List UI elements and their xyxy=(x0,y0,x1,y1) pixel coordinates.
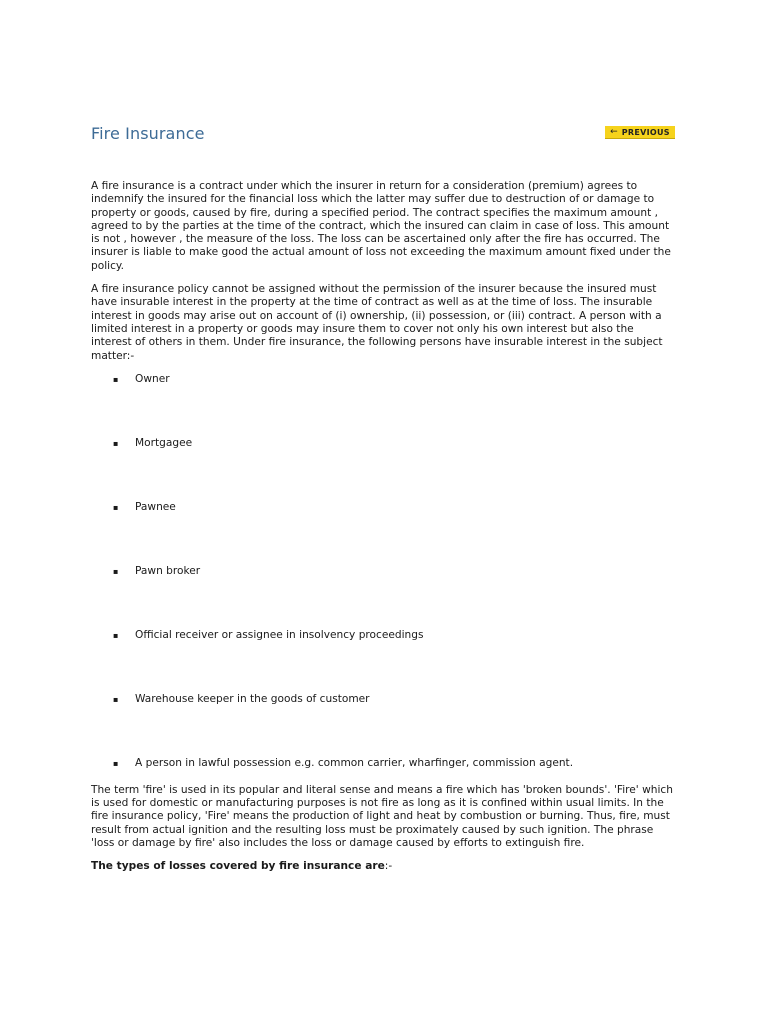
list-item xyxy=(91,437,677,450)
intro-paragraph: A fire insurance is a contract under which the insurer in return for a consideration (premium) agrees to indemnify the insured for the financial loss which the latter may suffer due to destruction of or damage to property or goods, caused by fire, during a specified period. The contract specifies the maximum amount , agreed to by the parties at the time of the contract, which the insured can claim in case of loss. This amount is not , however , the measure of the loss. The loss can be ascertained only after the fire has occurred. The insurer is liable to make good the actual amount of loss not exceeding the maximum amount fixed under the policy. xyxy=(91,180,671,272)
bullet-icon: ▪ xyxy=(113,566,119,576)
previous-button-label: PREVIOUS xyxy=(621,127,670,137)
bullet-icon: ▪ xyxy=(113,694,119,704)
list-item-text: Mortgagee xyxy=(135,436,193,449)
list-item xyxy=(91,373,677,386)
list-item xyxy=(91,693,677,706)
list-item xyxy=(91,565,677,578)
fire-definition-paragraph: The term 'fire' is used in its popular and literal sense and means a fire which has 'broken bounds'. 'Fire' which is used for domestic or manufacturing purposes is not fire as long as it is confined within usual limits. In the fire insurance policy, 'Fire' means the production of light and heat by combustion or burning. Thus, fire, must result from actual ignition and the resulting loss must be proximately caused by such ignition. The phrase 'loss or damage by fire' also includes the loss or damage caused by efforts to extinguish fire. xyxy=(91,783,673,850)
bullet-icon: ▪ xyxy=(113,630,119,640)
list-item-text: Pawn broker xyxy=(135,564,201,577)
previous-button[interactable] xyxy=(605,126,675,139)
bullet-icon: ▪ xyxy=(113,374,119,384)
bullet-icon: ▪ xyxy=(113,438,119,448)
page-title: Fire Insurance xyxy=(91,124,205,143)
article-body xyxy=(91,180,677,874)
losses-heading xyxy=(91,860,677,873)
bullet-icon: ▪ xyxy=(113,502,119,512)
list-item-text: A person in lawful possession e.g. common carrier, wharfinger, commission agent. xyxy=(135,756,574,769)
insurable-parties-list xyxy=(91,373,677,770)
bullet-icon: ▪ xyxy=(113,758,119,768)
losses-heading-suffix: :- xyxy=(384,860,393,873)
list-item xyxy=(91,629,677,642)
list-item xyxy=(91,757,677,770)
list-item-text: Warehouse keeper in the goods of customer xyxy=(135,692,370,705)
list-item-text: Pawnee xyxy=(135,500,176,513)
list-item-text: Official receiver or assignee in insolvency proceedings xyxy=(135,628,424,641)
losses-heading-bold: The types of losses covered by fire insurance are xyxy=(91,860,385,873)
arrow-left-icon: ← xyxy=(610,126,618,137)
list-item-text: Owner xyxy=(135,372,170,385)
interest-paragraph: A fire insurance policy cannot be assigned without the permission of the insurer because the insured must have insurable interest in the property at the time of contract as well as at the time of loss. The insurable interest in goods may arise out on account of (i) ownership, (ii) possession, or (iii) contract. A person with a limited interest in a property or goods may insure them to cover not only his own interest but also the interest of others in them. Under fire insurance, the following persons have insurable interest in the subject matter:- xyxy=(91,283,663,362)
list-item xyxy=(91,501,677,514)
